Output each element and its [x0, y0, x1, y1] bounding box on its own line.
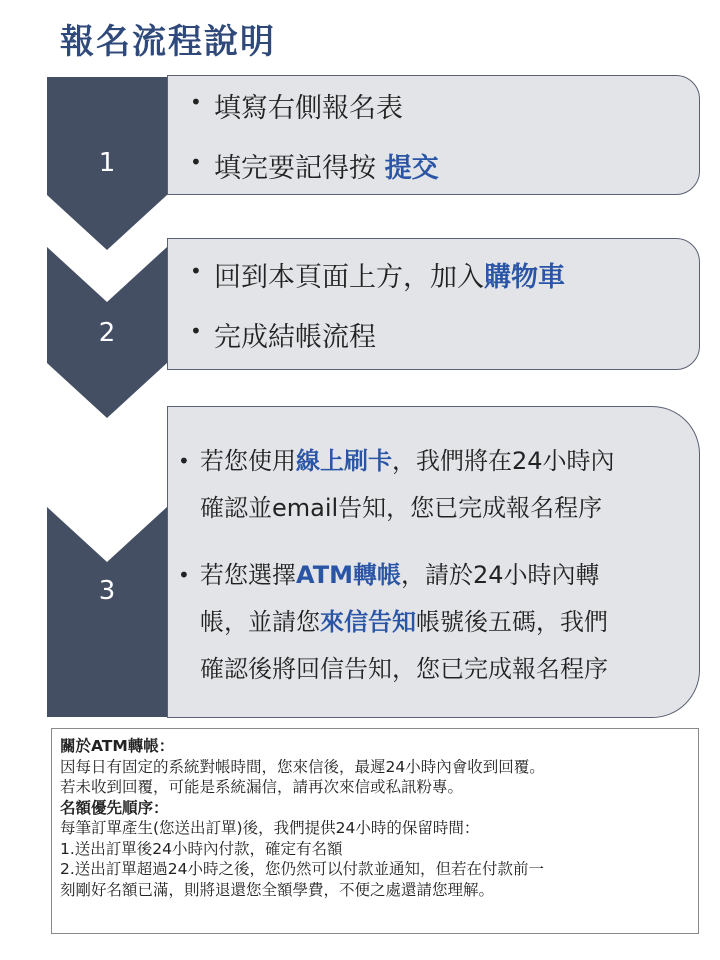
atm-line-1: 因每日有固定的系統對帳時間，您來信後，最遲24小時內會收到回覆。 — [60, 757, 545, 776]
page-title: 報名流程說明 — [60, 22, 276, 62]
atm-line-2: 若未收到回覆，可能是系統漏信，請再次來信或私訊粉專。 — [60, 778, 464, 796]
step-3-chevron — [47, 507, 167, 717]
atm-highlight: ATM轉帳 — [296, 561, 401, 589]
bullet-icon: • — [190, 150, 202, 174]
step-3-item-2-post: ，請於24小時內轉 — [400, 561, 600, 589]
bullet-icon: • — [190, 259, 202, 283]
priority-line-4: 刻剛好名額已滿，則將退還您全額學費，不便之處還請您理解。 — [60, 880, 495, 899]
step-1-item-1-text: 填寫右側報名表 — [214, 93, 403, 124]
step-3-item-2-line3: 確認後將回信告知，您已完成報名程序 — [200, 655, 608, 683]
priority-line-1: 每筆訂單產生(您送出訂單)後，我們提供24小時的保留時間： — [60, 819, 480, 837]
notify-highlight: 來信告知 — [320, 608, 416, 636]
bullet-icon: • — [178, 563, 190, 587]
step-2-item-1 — [190, 255, 565, 294]
step-3-item-2-line2-post: 帳號後五碼，我們 — [416, 608, 608, 636]
step-1-item-2-text: 填完要記得按 — [214, 153, 385, 184]
notes-box — [51, 728, 699, 934]
priority-heading: 名額優先順序： — [60, 798, 169, 817]
step-3-number: 3 — [98, 576, 116, 606]
submit-highlight: 提交 — [384, 153, 439, 184]
step-1-item-1 — [190, 86, 403, 125]
step-2-number: 2 — [98, 318, 116, 348]
bullet-icon: • — [178, 449, 190, 473]
step-2-item-2-text: 完成結帳流程 — [214, 322, 376, 353]
step-1-number: 1 — [98, 148, 116, 178]
cart-highlight: 購物車 — [484, 262, 565, 293]
step-1-item-2 — [190, 146, 439, 185]
step-2-item-2 — [190, 315, 376, 354]
bullet-icon: • — [190, 319, 202, 343]
step-3-item-2-line2-pre: 帳，並請您 — [200, 608, 320, 636]
step-3-item-1 — [178, 438, 615, 532]
priority-line-3: 2.送出訂單超過24小時之後，您仍然可以付款並通知，但若在付款前一 — [60, 860, 545, 878]
atm-heading: 關於ATM轉帳： — [60, 737, 175, 755]
step-3-item-2 — [178, 552, 608, 693]
step-2-item-1-text: 回到本頁面上方，加入 — [214, 262, 484, 293]
step-3-item-2-pre: 若您選擇 — [200, 561, 296, 589]
step-3-item-1-line2: 確認並email告知，您已完成報名程序 — [200, 494, 603, 522]
bullet-icon: • — [190, 90, 202, 114]
step-3-item-1-post: ，我們將在24小時內 — [392, 447, 615, 475]
card-payment-highlight: 線上刷卡 — [296, 447, 392, 475]
priority-line-2: 1.送出訂單後24小時內付款，確定有名額 — [60, 839, 343, 858]
step-3-item-1-pre: 若您使用 — [200, 447, 296, 475]
